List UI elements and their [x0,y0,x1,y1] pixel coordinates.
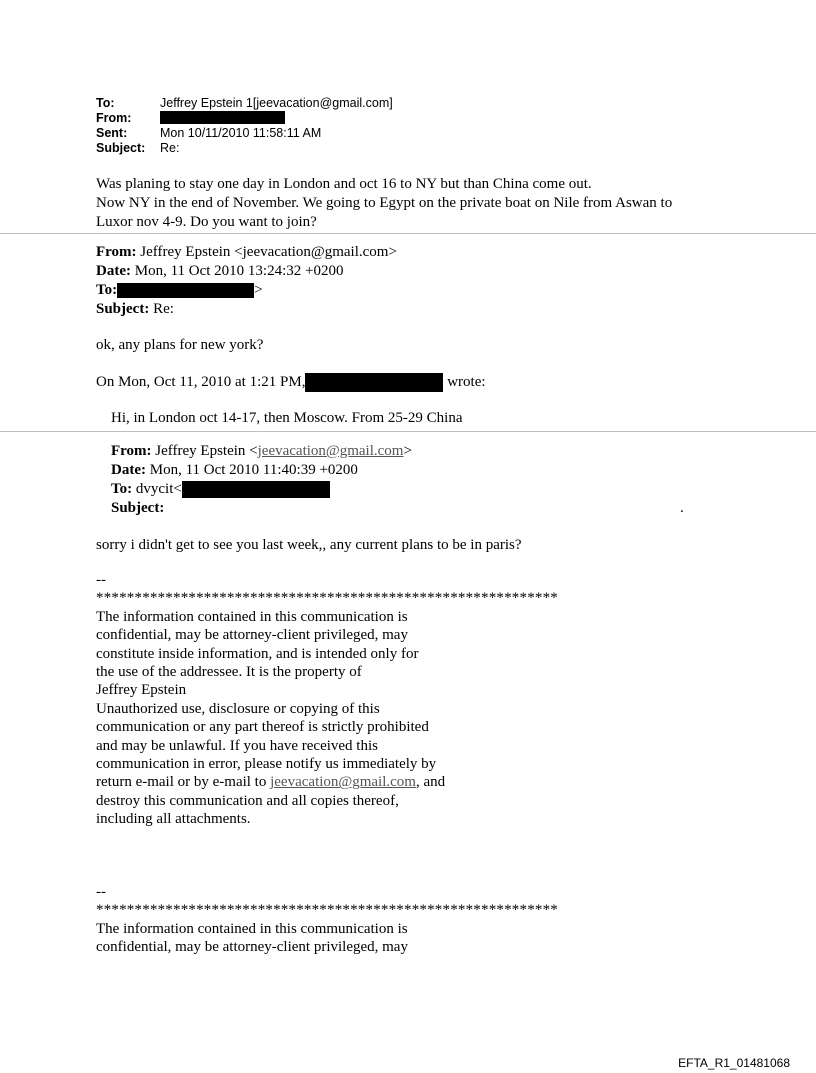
quoted-body-1 [96,336,263,355]
body-line: sorry i didn't get to see you last week,, any current plans to be in paris? [96,537,522,553]
disclaimer-line: and may be unlawful. If you have received this [96,737,378,754]
body-line: Was planing to stay one day in London and oct 16 to NY but than China come out. [96,176,592,192]
header-from-label: From: [96,111,132,125]
quoted-to-label: To: [111,481,133,497]
quoted-from-row [111,442,412,461]
disclaimer-1 [96,571,558,829]
redaction-bar [117,283,254,298]
quoted-header-2 [111,442,412,518]
wrote-prefix: On Mon, Oct 11, 2010 at 1:21 PM, [96,374,306,390]
disclaimer-email-prefix: return e-mail or by e-mail to [96,774,271,791]
disclaimer-line: Unauthorized use, disclosure or copying of this [96,700,380,717]
disclaimer-line: destroy this communication and all copies thereof, [96,792,399,809]
disclaimer-line: The information contained in this communication is [96,608,408,625]
body-line: Hi, in London oct 14-17, then Moscow. From 25-29 China [111,410,463,426]
wrote-suffix: wrote: [443,374,486,390]
message-body [96,175,672,232]
disclaimer-line: including all attachments. [96,811,251,828]
quoted-from-row [96,243,397,262]
disclaimer-line: constitute inside information, and is intended only for [96,645,419,662]
quoted-from-label: From: [111,443,152,459]
quoted-date-row [111,461,412,480]
star-separator: ************************************************************ [96,902,558,919]
quoted-date-label: Date: [96,263,131,279]
disclaimer-2 [96,883,558,957]
quoted-to-row [96,281,397,300]
disclaimer-line: confidential, may be attorney-client privileged, may [96,939,408,956]
quoted-date-row [96,262,397,281]
header-sent-value: Mon 10/11/2010 11:58:11 AM [160,126,322,140]
wrote-line [96,373,486,392]
redaction-bar [160,111,285,124]
quoted-subject-row [111,499,412,518]
redaction-bar [182,481,330,498]
divider [0,431,816,432]
disclaimer-line: confidential, may be attorney-client privileged, may [96,627,408,644]
email-header [96,96,393,156]
star-separator: ************************************************************ [96,590,558,607]
header-sent-label: Sent: [96,126,128,140]
disclaimer-line: The information contained in this communication is [96,920,408,937]
quoted-subject-label: Subject: [96,301,150,317]
document-id: EFTA_R1_01481068 [678,1056,790,1070]
disclaimer-email-line [96,773,558,791]
divider [0,233,816,234]
redaction-bar [305,373,443,392]
header-to-label: To: [96,96,115,110]
stray-dot: . [680,500,684,516]
quoted-body-2 [96,536,522,555]
header-sent-row [96,126,393,141]
quoted-date-value: Mon, 11 Oct 2010 13:24:32 +0200 [130,263,344,279]
quoted-date-value: Mon, 11 Oct 2010 11:40:39 +0200 [145,462,358,478]
signature-dashes: -- [96,884,106,900]
quoted-to-tail: > [254,282,263,298]
quoted-from-name: Jeffrey Epstein < [151,443,258,459]
email-link[interactable]: jeevacation@gmail.com [270,774,416,791]
quoted-from-label: From: [96,244,137,260]
header-to-value: Jeffrey Epstein 1[jeevacation@gmail.com] [160,96,393,110]
quoted-from-value: Jeffrey Epstein <jeevacation@gmail.com> [136,244,397,260]
quoted-subject-row [96,300,397,319]
body-line: Luxor nov 4-9. Do you want to join? [96,214,317,230]
header-from-row [96,111,393,126]
disclaimer-line: the use of the addressee. It is the property of [96,664,362,681]
disclaimer-line: Jeffrey Epstein [96,682,187,699]
quoted-reply [111,409,463,428]
header-subject-label: Subject: [96,141,146,155]
quoted-header-1 [96,243,397,319]
header-subject-value: Re: [160,141,180,155]
quoted-subject-value: Re: [149,301,174,317]
header-to-row [96,96,393,111]
signature-dashes: -- [96,572,106,588]
header-subject-row [96,141,393,156]
body-line: ok, any plans for new york? [96,337,264,353]
quoted-date-label: Date: [111,462,146,478]
body-line: Now NY in the end of November. We going to Egypt on the private boat on Nile from Aswan to [96,195,673,211]
email-link[interactable]: jeevacation@gmail.com [257,443,404,459]
quoted-to-label: To: [96,282,118,298]
quoted-to-value: dvycit< [132,481,182,497]
disclaimer-line: communication in error, please notify us immediately by [96,756,437,773]
quoted-from-close: > [403,443,412,459]
disclaimer-email-suffix: , and [415,774,446,791]
quoted-subject-label: Subject: [111,500,165,516]
disclaimer-line: communication or any part thereof is strictly prohibited [96,719,429,736]
wrote-row [96,373,486,392]
quoted-to-row [111,480,412,499]
